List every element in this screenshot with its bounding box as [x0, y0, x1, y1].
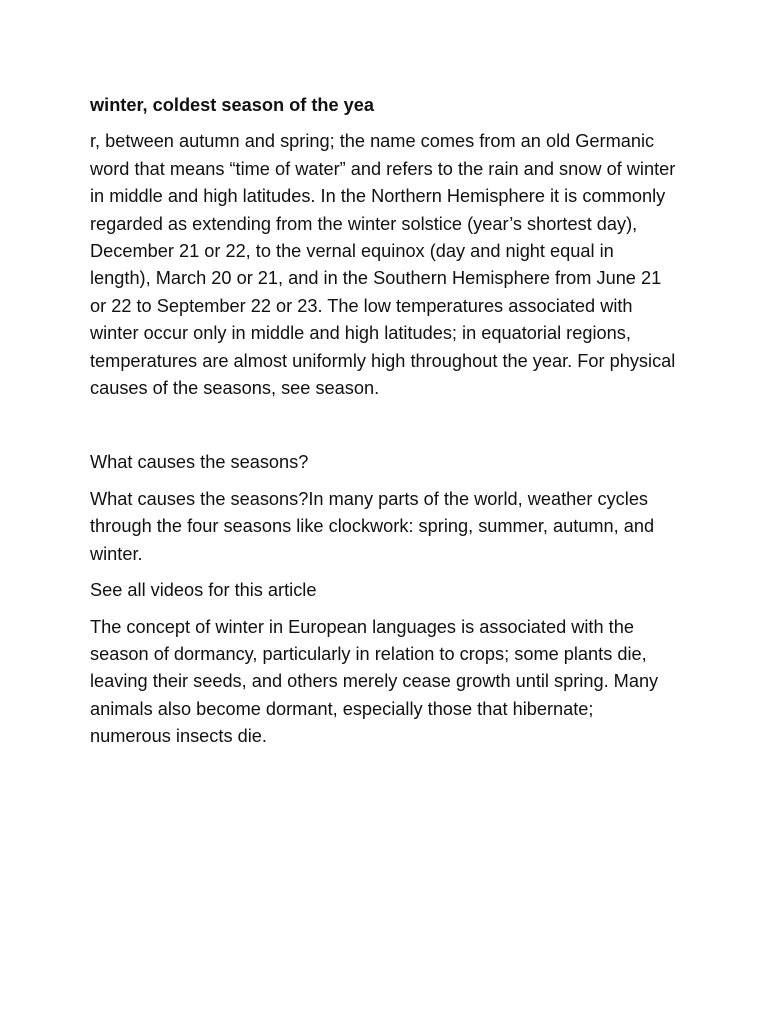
subheading-seasons: What causes the seasons? [90, 452, 309, 473]
spacer [90, 411, 678, 449]
paragraph-winter-definition: r, between autumn and spring; the name comes from an old Germanic word that means “time of water” and refers to the rain and snow of winter in middle and high latitudes. In the Northern Hemisphere it is commonly regarded as extending from the winter solstice (year’s shortest day), December 21 or 22, to the vernal equinox (day and night equal in length), March 20 or 21, and in the Southern Hemisphere from June 21 or 22 to September 22 or 23. The low temperatures associated with winter occur only in middle and high latitudes; in equatorial regions, temperatures are almost uniformly high throughout the year. For physical causes of the seasons, see season. [90, 131, 676, 399]
document-title: winter, coldest season of the yea [90, 95, 375, 115]
paragraph-dormancy: The concept of winter in European languages is associated with the season of dormancy, particularly in relation to crops; some plants die, leaving their seeds, and others merely cease growth until spring. Many animals also become dormant, especially those that hibernate; numerous insects die. [90, 616, 659, 747]
paragraph-see-videos: See all videos for this article [90, 580, 317, 601]
paragraph-seasons-video: What causes the seasons?In many parts of the world, weather cycles through the four seasons like clockwork: spring, summer, autumn, and winter. [90, 488, 655, 564]
